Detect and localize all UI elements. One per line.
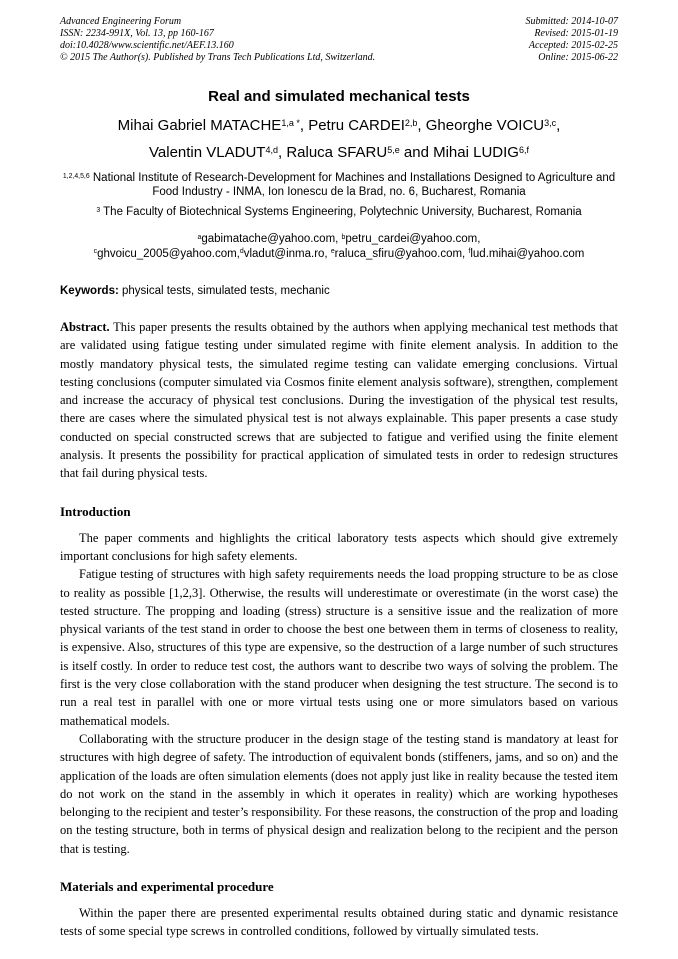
- author-separator: ,: [277, 144, 287, 161]
- abstract-text: This paper presents the results obtained by the authors when applying mechanical test methods that are validated using fatigue testing under simulated regime with finite element analysis. In addition to the mostly mandatory physical tests, the simulated regime testing can validate emerging conclusions. Virtual testing conclusions (computer simulated via Cosmos finite element analysis software), strengthen, complement and increase the accuracy of physical test conclusions. During the investigation of the physical test results, there are cases where the simulated physical test is not always explainable. This paper presents a case study conducted on special constructed screws that are subjected to fatigue and verified using the finite element analysis. It presents the possibility for practical application of simulated tests in order to redesign structures that fail during physical tests.: [60, 320, 618, 481]
- email-address: petru_cardei@yahoo.com,: [345, 233, 481, 245]
- journal-meta: [60, 16, 375, 64]
- email-superscript: b: [341, 233, 346, 241]
- author-name: Valentin VLADUT: [149, 144, 266, 161]
- author-name: Raluca SFARU: [286, 144, 388, 161]
- author-superscript: 4,d: [265, 144, 278, 155]
- keywords-label: Keywords:: [60, 285, 119, 297]
- author-name: Petru CARDEI: [308, 117, 405, 134]
- author-name: Mihai Gabriel MATACHE: [117, 117, 282, 134]
- journal-copyright: © 2015 The Author(s). Published by Trans Tech Publications Ltd, Switzerland.: [60, 52, 376, 63]
- author-superscript: 3,c: [544, 117, 557, 128]
- email-superscript: a: [197, 233, 202, 241]
- email-address: gabimatache@yahoo.com,: [201, 233, 342, 245]
- author-superscript: 2,b: [404, 117, 418, 128]
- journal-issn-volume: ISSN: 2234-991X, Vol. 13, pp 160-167: [60, 28, 214, 39]
- affiliation-text: National Institute of Research-Development for Machines and Installations Designed to Agriculture and Food Industry - INMA, Ion Ionescu de la Brad, no. 6, Bucharest, Romania: [89, 172, 616, 198]
- affiliation-1: [60, 171, 618, 199]
- submission-dates: [526, 16, 619, 64]
- author-separator: ,: [417, 117, 426, 134]
- paragraph: Fatigue testing of structures with high safety requirements needs the load propping structure to be as close to reality as possible [1,2,3]. Otherwise, the results will underestimate or overestimate (in the worst case) the tested structure. The propping and loading (stress) structure is a sensitive issue and the realization of more physical variants of the test stand in order to choose the best one between them in terms of closeness to reality, is expensive. Also, structures of this type are expensive, so the destruction of a large number of such structures is itself costly. In order to reduce test cost, the authors want to describe two ways of solving the problem. The first is the very close collaboration with the stand producer when designing the test structure. The second is to run a real test in parallel with one or more virtual tests using one or more simulators based on various mathematical models.: [60, 567, 618, 728]
- affiliation-text: The Faculty of Biotechnical Systems Engineering, Polytechnic University, Bucharest, Romania: [100, 206, 582, 218]
- journal-name: Advanced Engineering Forum: [60, 16, 182, 27]
- author-separator: ,: [299, 117, 309, 134]
- email-address: ghvoicu_2005@yahoo.com,: [97, 247, 240, 260]
- author-superscript: 5,e: [387, 144, 400, 155]
- affiliation-2: [60, 205, 618, 219]
- author-line-1: [60, 112, 618, 139]
- section-heading: Materials and experimental procedure: [60, 879, 274, 895]
- email-superscript: f: [468, 248, 471, 256]
- submitted-date: Submitted: 2014-10-07: [525, 16, 618, 27]
- email-superscript: c: [93, 248, 98, 256]
- author-line-2: [60, 139, 618, 166]
- revised-date: Revised: 2015-01-19: [534, 28, 618, 39]
- journal-doi: doi:10.4028/www.scientific.net/AEF.13.160: [60, 40, 234, 51]
- section-materials: [60, 879, 618, 941]
- author-name: Mihai LUDIG: [433, 144, 519, 161]
- email-line-2: [60, 247, 618, 262]
- paper-title: Real and simulated mechanical tests: [208, 88, 470, 105]
- section-introduction: [60, 504, 618, 858]
- author-separator: and: [399, 144, 434, 161]
- email-superscript: d: [239, 248, 244, 256]
- author-superscript: 1,a *: [281, 117, 300, 128]
- author-name: Gheorghe VOICU: [425, 117, 545, 134]
- affiliation-superscript: 1,2,4,5,6: [62, 172, 90, 180]
- online-date: Online: 2015-06-22: [538, 52, 618, 63]
- journal-header: [60, 16, 618, 64]
- keywords-block: [60, 285, 618, 297]
- abstract-block: [60, 318, 618, 483]
- author-superscript: 6,f: [518, 144, 529, 155]
- author-emails: [60, 232, 618, 261]
- accepted-date: Accepted: 2015-02-25: [528, 40, 618, 51]
- author-list: [60, 112, 618, 166]
- email-line-1: [60, 232, 618, 247]
- section-heading: Introduction: [60, 503, 131, 519]
- abstract-label: Abstract.: [60, 320, 110, 334]
- affiliation-superscript: 3: [96, 206, 101, 214]
- email-address: raluca_sfiru@yahoo.com,: [334, 247, 469, 260]
- paragraph: Collaborating with the structure producer in the design stage of the testing stand is mandatory at least for structures with high degree of safety. The introduction of equivalent bonds (stiffeners, jams, and so on) and the application of the loads are often simulation elements (does not apply just like in reality because the tested item do not work on the stand in the assembly in which it operates in reality) which are working hypotheses belonging to the recipient and tester’s responsibility. For these reasons, the construction of the prop and loading on the testing structure, both in terms of physical design and realization belong to the recipient and the person that is testing.: [60, 731, 618, 856]
- author-separator: ,: [556, 117, 561, 134]
- paragraph: The paper comments and highlights the critical laboratory tests aspects which should give extremely important conclusions for high safety elements.: [60, 530, 618, 563]
- keywords-text: physical tests, simulated tests, mechanic: [118, 285, 330, 297]
- email-address: vladut@inma.ro,: [243, 247, 331, 260]
- email-superscript: e: [330, 248, 335, 256]
- email-address: lud.mihai@yahoo.com: [470, 247, 585, 260]
- paragraph: Within the paper there are presented experimental results obtained during static and dynamic resistance tests of some special type screws in controlled conditions, followed by virtually simulated tests.: [60, 906, 618, 939]
